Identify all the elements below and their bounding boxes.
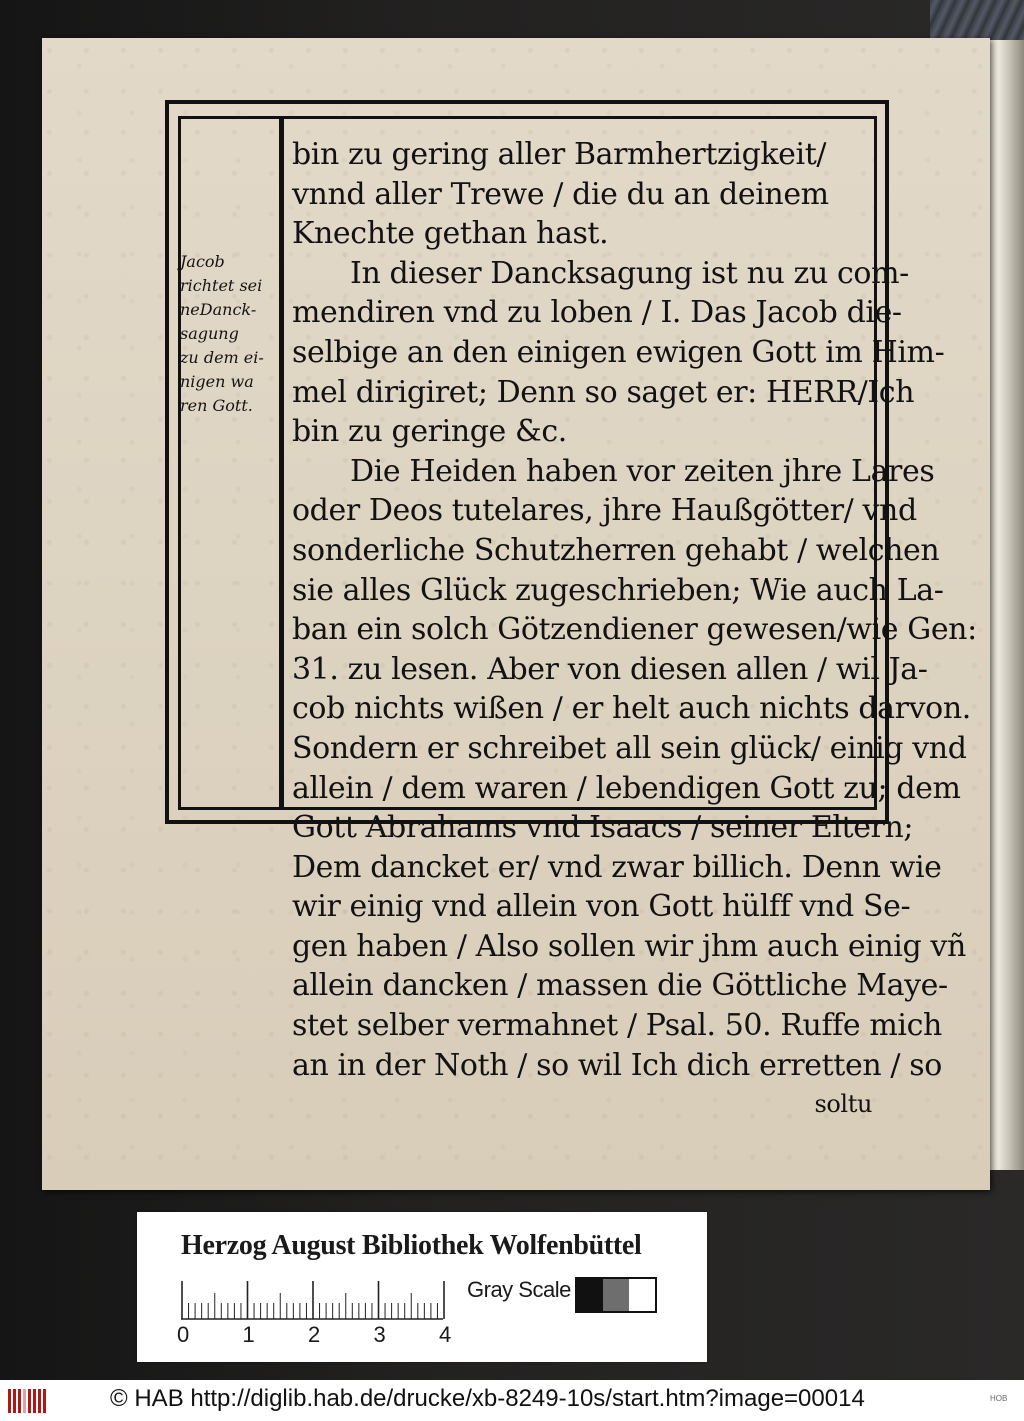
hab-logo-icon <box>8 1389 48 1413</box>
footer-mark: HOB <box>990 1394 1008 1403</box>
logo-bar <box>8 1389 11 1413</box>
text-line: Dem dancket er/ vnd zwar billich. Denn wie <box>292 849 942 885</box>
margin-note-line: zu dem ei- <box>180 348 264 367</box>
footer-bar <box>0 1380 1024 1421</box>
text-line: an in der Noth / so wil Ich dich erretten / so <box>292 1047 942 1083</box>
gray-scale-swatches <box>575 1277 657 1313</box>
logo-bar <box>18 1389 21 1413</box>
ruler-color-card <box>137 1212 707 1362</box>
margin-divider-rule <box>279 119 284 807</box>
gray-swatch <box>577 1279 603 1311</box>
text-line: bin zu geringe &c. <box>292 414 567 450</box>
gray-swatch <box>629 1279 655 1311</box>
ruler-number: 0 <box>177 1322 190 1347</box>
text-line: ban ein solch Götzendiener gewesen/wie Gen: <box>292 612 977 648</box>
text-line: allein / dem waren / lebendigen Gott zu; dem <box>292 770 961 806</box>
book-binding <box>985 40 1024 1170</box>
footer-credit: © HAB http://diglib.hab.de/drucke/xb-8249-10s/start.htm?image=00014 <box>110 1385 865 1412</box>
logo-bar <box>43 1389 46 1413</box>
body-text <box>292 135 977 1125</box>
logo-bar <box>13 1389 16 1413</box>
ruler-number: 3 <box>373 1322 386 1347</box>
margin-note-line: nigen wa <box>180 372 254 391</box>
text-line: vnnd aller Trewe / die du an deinem <box>292 176 829 212</box>
margin-note-line: richtet sei <box>180 276 263 295</box>
logo-bar <box>33 1389 36 1413</box>
text-line: Gott Abrahams vnd Isaacs / seiner Eltern; <box>292 810 914 846</box>
text-line: mel dirigiret; Denn so saget er: HERR/Ich <box>292 374 915 410</box>
text-line: stet selber vermahnet / Psal. 50. Ruffe mich <box>292 1008 942 1044</box>
text-line: mendiren vnd zu loben / I. Das Jacob die- <box>292 295 902 331</box>
text-line: Sondern er schreibet all sein glück/ einig vnd <box>292 730 967 766</box>
logo-bar <box>23 1389 26 1413</box>
ruler-ticks <box>181 1280 451 1320</box>
text-line: In dieser Dancksagung ist nu zu com- <box>350 255 909 291</box>
text-line: oder Deos tutelares, jhre Haußgötter/ vnd <box>292 493 917 529</box>
gray-scale-label: Gray Scale <box>467 1277 571 1302</box>
logo-bar <box>28 1389 31 1413</box>
text-line: sie alles Glück zugeschrieben; Wie auch La- <box>292 572 944 608</box>
text-line: wir einig vnd allein von Gott hülff vnd Se- <box>292 889 911 925</box>
ruler-number: 2 <box>308 1322 321 1347</box>
text-line: allein dancken / massen die Göttliche Maye- <box>292 968 948 1004</box>
text-line: gen haben / Also sollen wir jhm auch einig vñ <box>292 928 966 964</box>
ruler-number: 4 <box>439 1322 452 1347</box>
catchword: soltu <box>814 1090 872 1119</box>
text-line: Knechte gethan hast. <box>292 216 609 252</box>
margin-note <box>180 250 278 418</box>
logo-bar <box>38 1389 41 1413</box>
text-line: cob nichts wißen / er helt auch nichts darvon. <box>292 691 971 727</box>
gray-swatch <box>603 1279 629 1311</box>
text-line: Die Heiden haben vor zeiten jhre Lares <box>350 453 935 489</box>
text-line: sonderliche Schutzherren gehabt / welchen <box>292 532 940 568</box>
library-title: Herzog August Bibliothek Wolfenbüttel <box>181 1230 642 1261</box>
bookmark-ribbon <box>930 0 1024 40</box>
margin-note-line: sagung <box>180 324 239 343</box>
text-line: 31. zu lesen. Aber von diesen allen / wil Ja- <box>292 651 928 687</box>
margin-note-line: ren Gott. <box>180 396 253 415</box>
text-line: bin zu gering aller Barmhertzigkeit/ <box>292 137 827 172</box>
margin-note-line: neDanck- <box>180 300 257 319</box>
margin-note-line: Jacob <box>180 252 225 271</box>
ruler-number: 1 <box>242 1322 255 1347</box>
text-line: selbige an den einigen ewigen Gott im Him- <box>292 334 945 370</box>
